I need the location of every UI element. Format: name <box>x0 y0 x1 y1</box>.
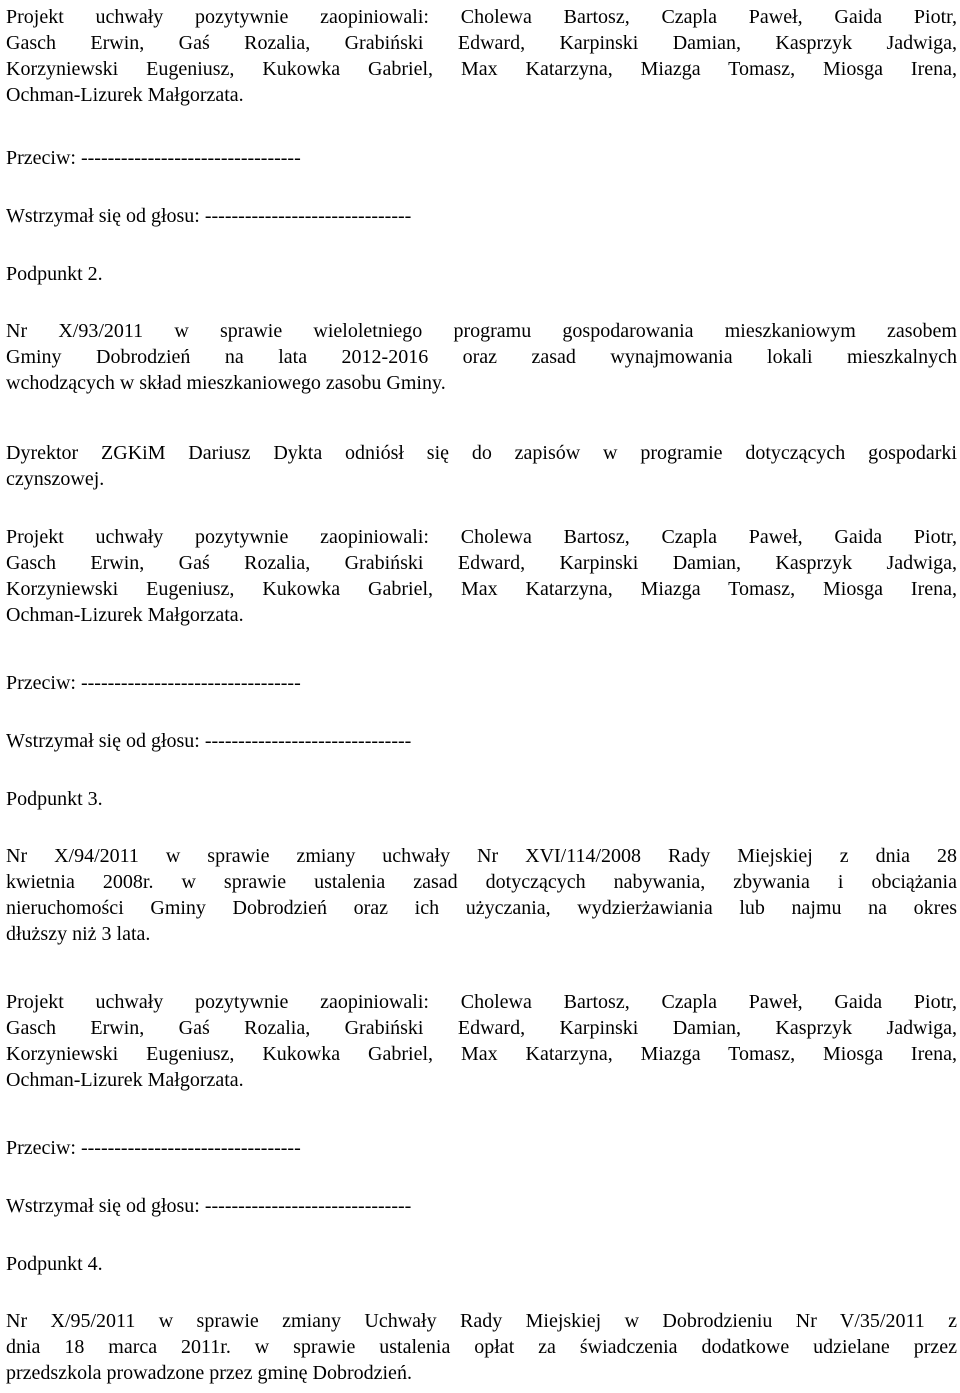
text-line: Korzyniewski Eugeniusz, Kukowka Gabriel, Max Katarzyna, Miazga Tomasz, Miosga Irena, <box>6 58 957 80</box>
opinion-paragraph <box>6 4 957 108</box>
text-line: Projekt uchwały pozytywnie zaopiniowali: Cholewa Bartosz, Czapla Paweł, Gaida Piotr, <box>6 991 957 1013</box>
subpoint-heading: Podpunkt 4. <box>6 1253 103 1275</box>
text-line: kwietnia 2008r. w sprawie ustalenia zasad dotyczących nabywania, zbywania i obciążania <box>6 871 957 893</box>
text-line: Projekt uchwały pozytywnie zaopiniowali: Cholewa Bartosz, Czapla Paweł, Gaida Piotr, <box>6 526 957 548</box>
vote-against: Przeciw: --------------------------------- <box>6 147 301 169</box>
text-line: Nr X/93/2011 w sprawie wieloletniego programu gospodarowania mieszkaniowym zasobem <box>6 320 957 342</box>
opinion-paragraph <box>6 524 957 628</box>
director-remark-paragraph <box>6 440 957 492</box>
text-line: Gminy Dobrodzień na lata 2012-2016 oraz zasad wynajmowania lokali mieszkalnych <box>6 346 957 368</box>
text-line: Gasch Erwin, Gaś Rozalia, Grabiński Edward, Karpinski Damian, Kasprzyk Jadwiga, <box>6 552 957 574</box>
text-line: dłuższy niż 3 lata. <box>6 923 151 945</box>
text-line: Dyrektor ZGKiM Dariusz Dykta odniósł się do zapisów w programie dotyczących gospodarki <box>6 442 957 464</box>
vote-abstain: Wstrzymał się od głosu: ------------------------------- <box>6 1195 412 1217</box>
text-line: Korzyniewski Eugeniusz, Kukowka Gabriel, Max Katarzyna, Miazga Tomasz, Miosga Irena, <box>6 578 957 600</box>
text-line: Korzyniewski Eugeniusz, Kukowka Gabriel, Max Katarzyna, Miazga Tomasz, Miosga Irena, <box>6 1043 957 1065</box>
subpoint-heading: Podpunkt 2. <box>6 263 103 285</box>
text-line: Gasch Erwin, Gaś Rozalia, Grabiński Edward, Karpinski Damian, Kasprzyk Jadwiga, <box>6 1017 957 1039</box>
text-line: Ochman-Lizurek Małgorzata. <box>6 84 244 106</box>
vote-against: Przeciw: --------------------------------- <box>6 672 301 694</box>
opinion-paragraph <box>6 989 957 1093</box>
vote-abstain: Wstrzymał się od głosu: ------------------------------- <box>6 730 412 752</box>
subpoint-heading: Podpunkt 3. <box>6 788 103 810</box>
text-line: nieruchomości Gminy Dobrodzień oraz ich użyczania, wydzierżawiania lub najmu na okres <box>6 897 957 919</box>
text-line: czynszowej. <box>6 468 105 490</box>
text-line: dnia 18 marca 2011r. w sprawie ustalenia opłat za świadczenia dodatkowe udzielane przez <box>6 1336 957 1358</box>
text-line: Gasch Erwin, Gaś Rozalia, Grabiński Edward, Karpinski Damian, Kasprzyk Jadwiga, <box>6 32 957 54</box>
vote-abstain: Wstrzymał się od głosu: ------------------------------- <box>6 205 412 227</box>
vote-against: Przeciw: --------------------------------- <box>6 1137 301 1159</box>
text-line: wchodzących w skład mieszkaniowego zasobu Gminy. <box>6 372 446 394</box>
text-line: przedszkola prowadzone przez gminę Dobrodzień. <box>6 1362 412 1384</box>
text-line: Nr X/94/2011 w sprawie zmiany uchwały Nr XVI/114/2008 Rady Miejskiej z dnia 28 <box>6 845 957 867</box>
text-line: Projekt uchwały pozytywnie zaopiniowali: Cholewa Bartosz, Czapla Paweł, Gaida Piotr, <box>6 6 957 28</box>
text-line: Nr X/95/2011 w sprawie zmiany Uchwały Rady Miejskiej w Dobrodzieniu Nr V/35/2011 z <box>6 1310 957 1332</box>
text-line: Ochman-Lizurek Małgorzata. <box>6 1069 244 1091</box>
resolution-paragraph <box>6 318 957 396</box>
resolution-paragraph <box>6 1308 957 1386</box>
text-line: Ochman-Lizurek Małgorzata. <box>6 604 244 626</box>
resolution-paragraph <box>6 843 957 947</box>
